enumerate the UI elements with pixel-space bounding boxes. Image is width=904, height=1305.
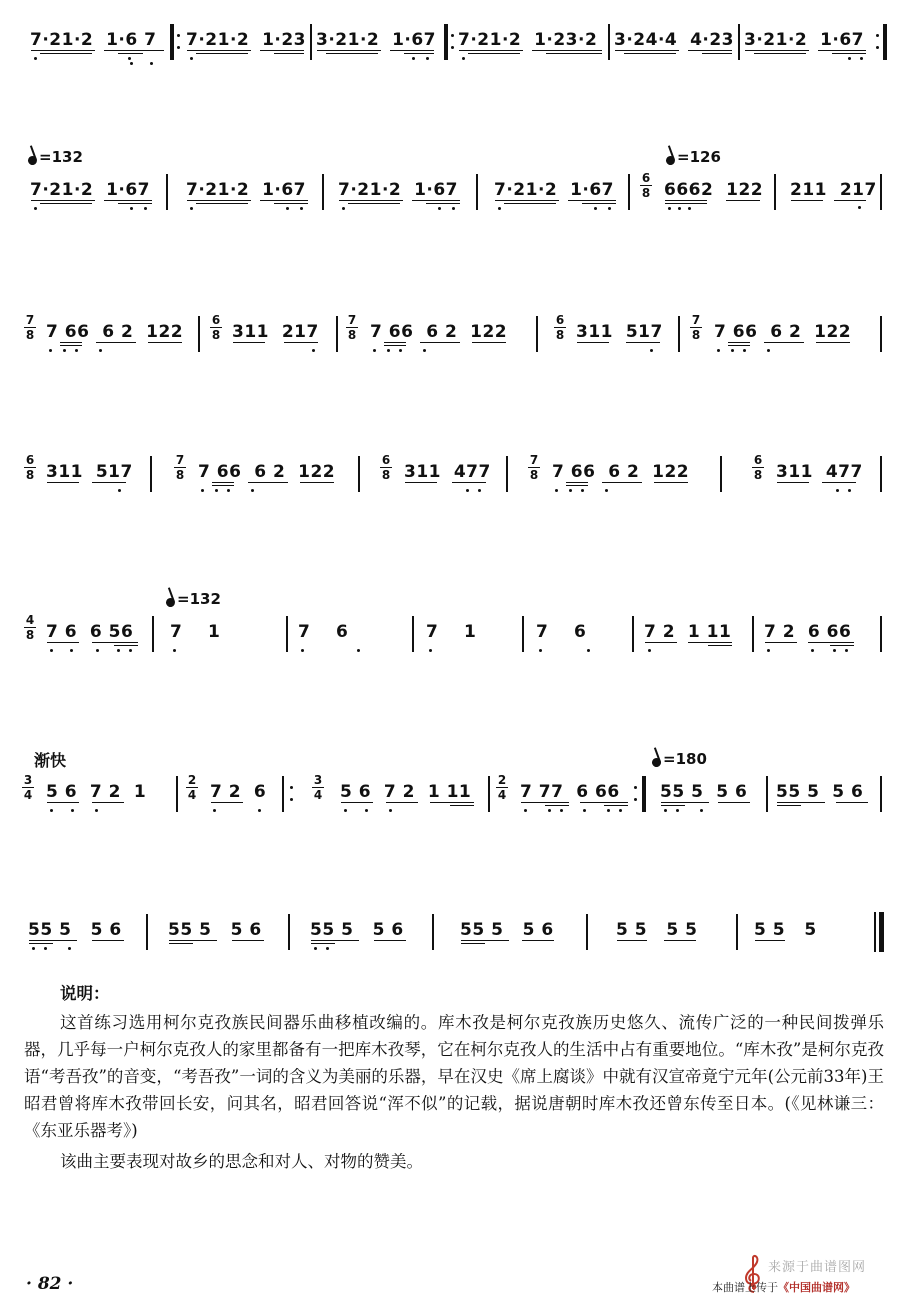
- time-signature: 6 8: [555, 313, 565, 342]
- measure-7-2: 55 5 5 6: [168, 920, 262, 940]
- measure-3-3: 7 66 6 2 122: [370, 322, 508, 342]
- measure-2-1: 7·21·2 1·67: [30, 180, 151, 200]
- measure-3-1: 7 66 6 2 122: [46, 322, 184, 342]
- time-signature: 2 4: [187, 773, 197, 802]
- measure-4-2: 7 66 6 2 122: [198, 462, 336, 482]
- tempo-mark: =132: [28, 148, 83, 166]
- notes-heading: 说明：: [60, 984, 110, 1003]
- measure-7-1: 55 5 5 6: [28, 920, 122, 940]
- notes-section: [24, 980, 884, 1175]
- measure-5-1: 7 6 6 56: [46, 622, 134, 642]
- measure-5-4: 7 1: [426, 622, 477, 642]
- measure-1-5: 3·24·4 4·23: [614, 30, 735, 50]
- score-row-2: [0, 148, 904, 240]
- measure-3-5: 7 66 6 2 122: [714, 322, 852, 342]
- measure-7-4: 55 5 5 6: [460, 920, 554, 940]
- time-signature: 6 8: [381, 453, 391, 482]
- watermark-source: 来源于曲谱图网: [768, 1260, 867, 1275]
- score-row-6: [0, 750, 904, 842]
- page-number: · 82 ·: [26, 1274, 74, 1294]
- watermark-upload: 本曲谱上传于《中国曲谱网》: [712, 1281, 855, 1294]
- measure-2-4: 7·21·2 1·67: [494, 180, 615, 200]
- measure-4-5: 311 477: [776, 462, 863, 482]
- measure-5-2: 7 1: [170, 622, 221, 642]
- score-row-3: [0, 313, 904, 382]
- measure-1-6: 3·21·2 1·67: [744, 30, 865, 50]
- measure-2-5: 6662 122: [664, 180, 764, 200]
- measure-6-4: 7 77 6 66: [520, 782, 620, 802]
- measure-3-2: 311 217: [232, 322, 319, 342]
- score-row-1: [0, 30, 904, 90]
- time-signature: 7 8: [25, 313, 35, 342]
- time-signature: 7 8: [691, 313, 701, 342]
- time-signature: 7 8: [175, 453, 185, 482]
- time-signature: 3 4: [313, 773, 323, 802]
- time-signature: 6 8: [753, 453, 763, 482]
- time-signature: 6 8: [641, 171, 651, 200]
- measure-7-5: 5 5 5 5: [616, 920, 698, 940]
- time-signature: 2 4: [497, 773, 507, 802]
- measure-1-2: 7·21·2 1·23: [186, 30, 307, 50]
- measure-7-3: 55 5 5 6: [310, 920, 404, 940]
- expression-accel: 渐快: [34, 751, 67, 770]
- time-signature: 7 8: [529, 453, 539, 482]
- measure-6-6: 55 5 5 6: [776, 782, 864, 802]
- tempo-mark: =126: [666, 148, 721, 166]
- time-signature: 7 8: [347, 313, 357, 342]
- measure-3-4: 311 517: [576, 322, 663, 342]
- measure-1-1: 7·21·2 1·6 7: [30, 30, 157, 50]
- score-row-5: [0, 590, 904, 682]
- measure-4-3: 311 477: [404, 462, 491, 482]
- measure-2-2: 7·21·2 1·67: [186, 180, 307, 200]
- tempo-mark: =180: [652, 750, 707, 768]
- measure-5-7: 7 2 6 66: [764, 622, 852, 642]
- measure-1-3: 3·21·2 1·67: [316, 30, 437, 50]
- score-row-4: [0, 453, 904, 522]
- time-signature: 3 4: [23, 773, 33, 802]
- measure-6-1: 5 6 7 2 1: [46, 782, 147, 802]
- time-signature: 6 8: [211, 313, 221, 342]
- measure-6-2: 7 2 6: [210, 782, 267, 802]
- measure-5-3: 7 6: [298, 622, 349, 642]
- measure-4-4: 7 66 6 2 122: [552, 462, 690, 482]
- measure-2-6: 211 217: [790, 180, 877, 200]
- measure-5-5: 7 6: [536, 622, 587, 642]
- measure-1-4: 7·21·2 1·23·2: [458, 30, 598, 50]
- measure-6-5: 55 5 5 6: [660, 782, 748, 802]
- measure-4-1: 311 517: [46, 462, 133, 482]
- time-signature: 4 8: [25, 613, 35, 642]
- measure-2-3: 7·21·2 1·67: [338, 180, 459, 200]
- score-row-7: [0, 920, 904, 980]
- tempo-mark: =132: [166, 590, 221, 608]
- measure-7-6: 5 5 5: [754, 920, 817, 940]
- time-signature: 6 8: [25, 453, 35, 482]
- notes-paragraph: 该曲主要表现对故乡的思念和对人、对物的赞美。: [60, 1152, 423, 1171]
- measure-6-3: 5 6 7 2 1 11: [340, 782, 472, 802]
- notes-paragraph: 这首练习选用柯尔克孜族民间器乐曲移植改编的。库木孜是柯尔克孜族历史悠久、流传广泛的一种民间拨弹乐器，几乎每一户柯尔克孜人的家里都备有一把库木孜琴，它在柯尔克孜人的生活中占有重要地位。“库木孜”是柯尔克孜语“考吾孜”的音变，“考吾孜”一词的含义为美丽的乐器，早在汉史《席上腐谈》中就有汉宣帝竟宁元年(公元前33年)王昭君曾将库木孜带回长安，问其名，昭君回答说“浑不似”的记载，据说唐朝时库木孜还曾东传至日本。(《见林谦三：《东亚乐器考》): [24, 1013, 884, 1140]
- measure-5-6: 7 2 1 11: [644, 622, 732, 642]
